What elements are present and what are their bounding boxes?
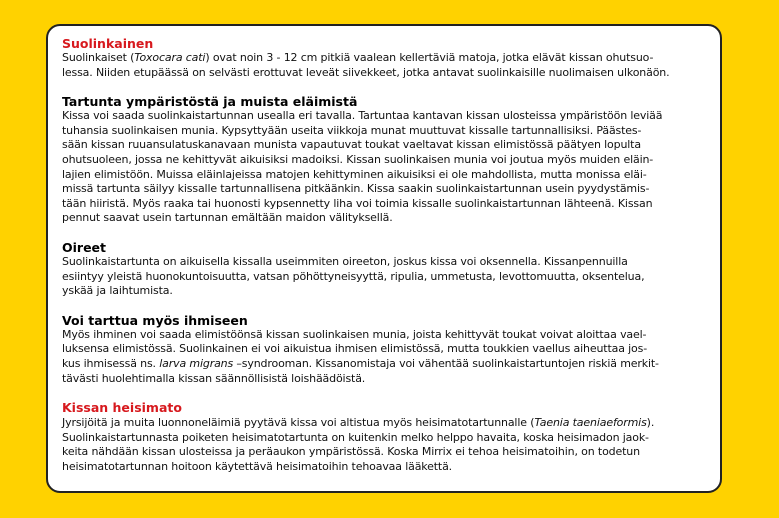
text-line: luksensa elimistössä. Suolinkainen ei voi aikuistua ihmisen elimistössä, mutta toukkien vaellus aiheuttaa jos- xyxy=(62,342,648,356)
text-line: tävästi huolehtimalla kissan säännöllisistä loishäädöistä. xyxy=(62,371,366,385)
text-line: esiintyy yleistä huonokuntoisuutta, vatsan pöhöttyneisyyttä, ripulia, ummetusta, levottomuutta, oksentelua, xyxy=(62,269,645,283)
text-line: Suolinkaistartunta on aikuisella kissalla useimmiten oireeton, joskus kissa voi oksennella. Kissanpennuilla xyxy=(62,254,628,268)
text-line: keita nähdään kissan ulosteissa ja peräaukon ympäristössä. Koska Mirrix ei tehoa heisimatoihin, on todetun xyxy=(62,445,640,459)
text-line: tuhansia suolinkaisen munia. Kypsyttyään useita viikkoja munat muuttuvat kissalle tartunnallisiksi. Päästes- xyxy=(62,123,642,137)
section-heisimato xyxy=(62,400,704,474)
section-title: Oireet xyxy=(62,239,107,255)
section-title: Kissan heisimato xyxy=(62,400,182,416)
section-oireet xyxy=(62,240,704,299)
latin-name: Taenia taeniaeformis xyxy=(534,416,647,430)
text-line: heisimatotartunnan hoitoon käytettävä heisimatoihin tehoavaa lääkettä. xyxy=(62,459,453,473)
text-line: Suolinkaistartunnasta poiketen heisimatotartunta on kuitenkin melko helppo havaita, koska heisimadon jaok- xyxy=(62,430,649,444)
section-title: Voi tarttua myös ihmiseen xyxy=(62,312,248,328)
section-tartunta xyxy=(62,94,704,226)
section-body xyxy=(62,416,704,474)
section-title: Tartunta ympäristöstä ja muista eläimistä xyxy=(62,94,358,110)
section-body xyxy=(62,255,704,299)
section-suolinkainen xyxy=(62,36,704,80)
text-line: missä tartunta säilyy kissalle tartunnallisena pitkäänkin. Kissa saakin suolinkaistartunnan usein pyydystämis- xyxy=(62,182,650,196)
text-line: kus ihmisessä ns. larva migrans –syndrooman. Kissanomistaja voi vähentää suolinkaistartuntojen riskiä merkit- xyxy=(62,356,659,370)
text-line: lessa. Niiden etupäässä on selvästi erottuvat leveät siivekkeet, jotka antavat suolinkaisille nuolimaisen ulkonäön. xyxy=(62,65,670,79)
section-body xyxy=(62,51,704,80)
section-body xyxy=(62,328,704,386)
text-line: Myös ihminen voi saada elimistöönsä kissan suolinkaisen munia, joista kehittyvät toukat voivat aloittaa vael- xyxy=(62,327,647,341)
info-card xyxy=(46,24,722,493)
text-line: sään kissan ruuansulatuskanavaan munista vapautuvat toukat vaeltavat kissan elimistössä päätyen lopulta xyxy=(62,138,641,152)
text-line: Kissa voi saada suolinkaistartunnan usealla eri tavalla. Tartuntaa kantavan kissan ulosteissa ympäristöön leviää xyxy=(62,109,663,123)
text-line: Suolinkaiset (Toxocara cati) ovat noin 3 - 12 cm pitkiä vaalean kellertäviä matoja, jotka elävät kissan ohutsuo- xyxy=(62,51,654,64)
section-title: Suolinkainen xyxy=(62,36,154,51)
text-line: Jyrsijöitä ja muita luonnoneläimiä pyytävä kissa voi altistua myös heisimatotartunnalle (Taenia taeniaeformis). xyxy=(62,416,655,430)
text-line: pennut saavat usein tartunnan emältään maidon välityksellä. xyxy=(62,211,393,225)
latin-name: Toxocara cati xyxy=(134,51,206,64)
section-ihminen xyxy=(62,313,704,386)
text-line: yskää ja laihtumista. xyxy=(62,284,173,298)
section-body xyxy=(62,109,704,226)
text-line: ohutsuoleen, jossa ne kehittyvät aikuisiksi madoiksi. Kissan suolinkaisen munia voi joutua myös muiden eläin- xyxy=(62,152,654,166)
text-line: lajien elimistöön. Muissa eläinlajeissa matojen kehittyminen aikuisiksi ei ole mahdollista, mutta monissa eläi- xyxy=(62,167,647,181)
text-line: tään hiiristä. Myös raaka tai huonosti kypsennetty liha voi toimia kissalle suolinkaistartunnan lähteenä. Kissan xyxy=(62,196,653,210)
latin-name: larva migrans xyxy=(159,356,234,370)
